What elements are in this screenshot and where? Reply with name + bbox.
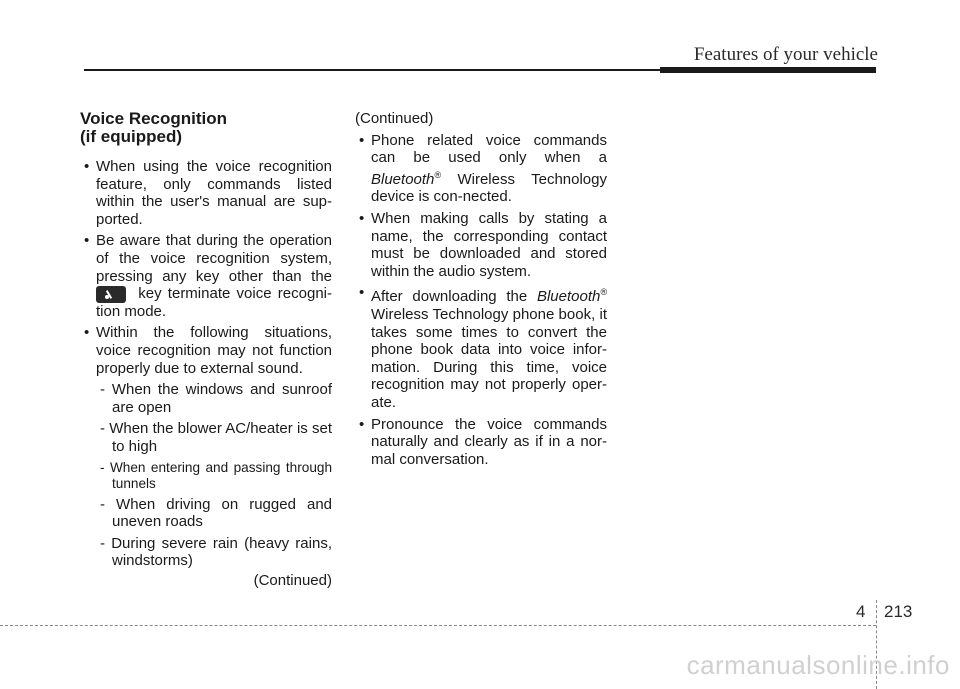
bullet-key-text-after: key terminate voice recogni-tion mode. xyxy=(96,285,332,320)
bullet-situations: • Within the following situations, voice recognition may not function properly due to external sound. xyxy=(80,324,332,377)
bluetooth-label-2: Bluetooth xyxy=(536,288,601,306)
footer-dashed-rule xyxy=(0,625,876,626)
dash-rain: - During severe rain (heavy rains, windstorms) xyxy=(100,534,332,570)
registered-mark-2: ® xyxy=(600,287,607,298)
section-title-line1: Voice Recognition xyxy=(80,109,228,128)
section-title xyxy=(80,110,332,146)
left-column xyxy=(80,110,332,589)
bullet-commands: • When using the voice recognition feature, only commands listed within the user's manual are sup-ported. xyxy=(80,158,332,228)
right-column xyxy=(355,110,607,472)
bullet-making-calls: • When making calls by stating a name, the corresponding contact must be downloaded and stored within the audio system. xyxy=(355,210,607,280)
watermark-text: carmanualsonline.info xyxy=(686,650,950,680)
voice-command-key-icon xyxy=(96,286,126,303)
dash-windows: - When the windows and sunroof are open xyxy=(100,381,332,416)
header-rule xyxy=(84,69,660,71)
continued-label: (Continued) xyxy=(253,571,332,589)
continued-top-label: (Continued) xyxy=(355,110,434,127)
phonebook-text-after: Wireless Technology phone book, it takes some times to convert the phone book data into voice infor-mation. During this time, voice recognition may not properly oper-ate. xyxy=(371,305,607,411)
section-title-line2: (if equipped) xyxy=(80,127,182,146)
bullet-key-text-before: Be aware that during the operation of the voice recognition system, pressing any key other than the xyxy=(96,232,332,285)
dash-roads: - When driving on rugged and uneven roads xyxy=(100,495,332,531)
header-rule-thick xyxy=(660,67,876,73)
dash-tunnels: - When entering and passing through tunnels xyxy=(100,459,332,491)
phone-text-after: Wireless Technology device is con-nected. xyxy=(371,170,607,206)
phone-text-before: Phone related voice commands can be used only when a xyxy=(371,131,607,167)
chapter-number: 4 xyxy=(856,602,866,621)
bullet-key-terminate xyxy=(80,232,332,320)
bullet-phone-book xyxy=(355,284,607,411)
bullet-phone-commands xyxy=(355,132,607,206)
dash-blower: - When the blower AC/heater is set to high xyxy=(100,420,332,455)
phonebook-text-before: After downloading the xyxy=(371,288,528,306)
header-title: Features of your vehicle xyxy=(693,44,878,65)
registered-mark: ® xyxy=(434,169,442,180)
bluetooth-label: Bluetooth xyxy=(371,170,435,188)
page-number: 213 xyxy=(884,602,913,621)
bullet-pronounce: • Pronounce the voice commands naturally and clearly as if in a nor-mal conversation. xyxy=(355,416,607,469)
